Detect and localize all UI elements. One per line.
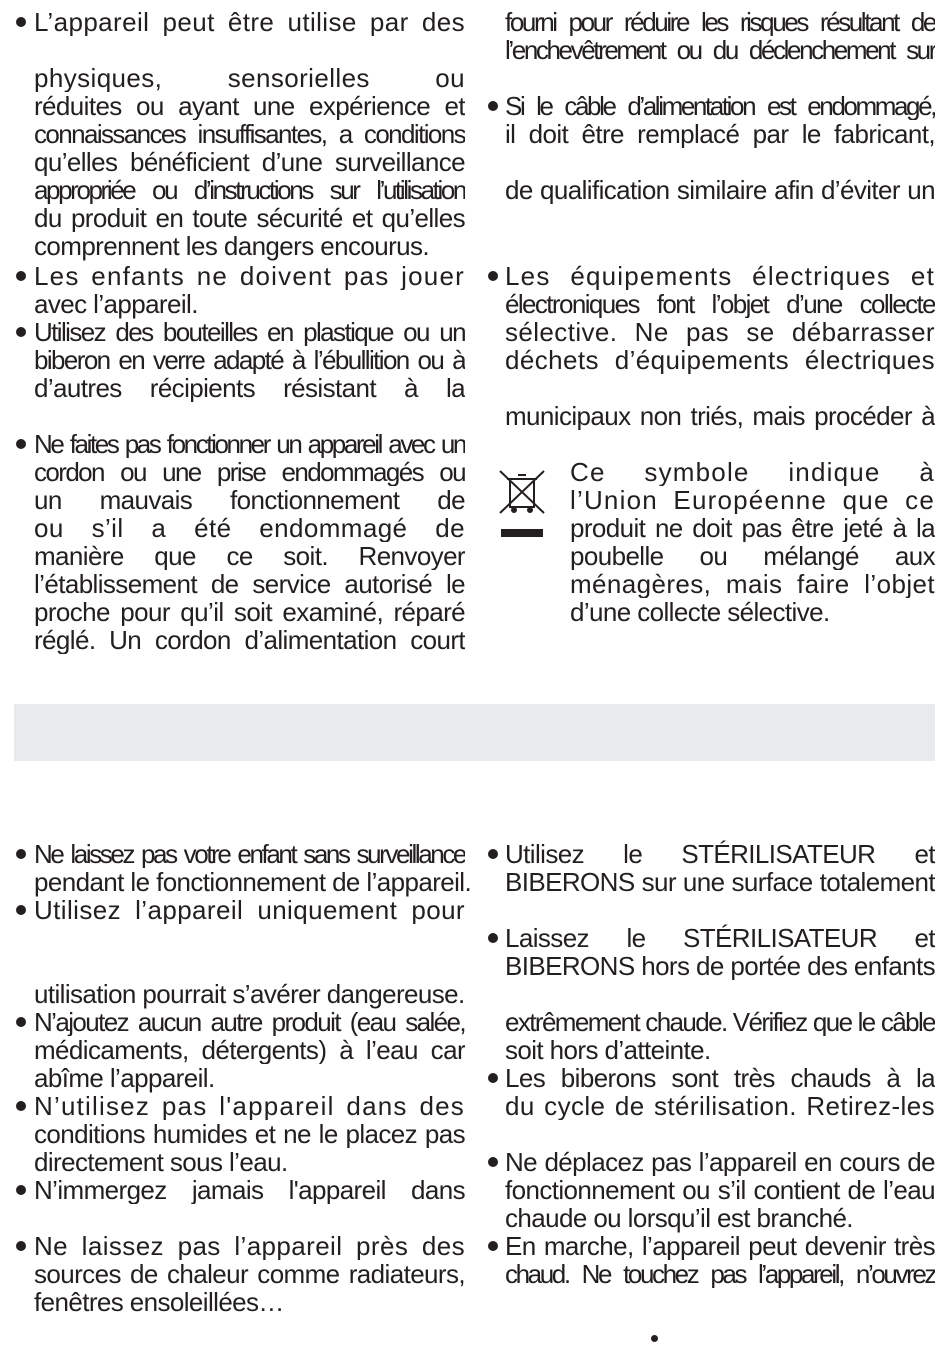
bullet	[16, 1241, 26, 1251]
text-line: sources de chaleur comme radiateurs,	[34, 1260, 465, 1288]
text-line: fourni pour réduire les risques résultant de	[505, 8, 935, 36]
text-line: Si le câble d’alimentation est endommagé,	[505, 92, 935, 120]
text-line: du cycle de stérilisation. Retirez-les	[505, 1092, 935, 1120]
text-line: Utilisez des bouteilles en plastique ou un	[34, 318, 465, 346]
text-line: abîme l’appareil.	[34, 1063, 215, 1093]
text-line: d’autres récipients résistant à la	[34, 374, 465, 402]
text-line: réduites ou ayant une expérience et	[34, 92, 465, 120]
text-line: comprennent les dangers encourus.	[34, 231, 430, 261]
text-line: l’enchevêtrement ou du déclenchement sur	[505, 36, 935, 64]
text-line: réglé. Un cordon d’alimentation court	[34, 626, 465, 654]
text-line: il doit être remplacé par le fabricant,	[505, 120, 935, 148]
text-line: fonctionnement ou s’il contient de l’eau	[505, 1176, 935, 1204]
text-line: municipaux non triés, mais procéder à	[505, 402, 935, 430]
bullet	[488, 1157, 498, 1167]
text-line: Les biberons sont très chauds à la	[505, 1064, 935, 1092]
bullet	[16, 271, 26, 281]
text-line: N’immergez jamais l'appareil dans	[34, 1176, 465, 1204]
text-line: Ne laissez pas votre enfant sans surveillance	[34, 840, 465, 868]
text-line: directement sous l’eau.	[34, 1147, 288, 1177]
text-line: Ce symbole indique à	[570, 458, 935, 486]
text-line: l’Union Européenne que ce	[570, 486, 935, 514]
text-line: conditions humides et ne le placez pas	[34, 1120, 465, 1148]
text-line: BIBERONS sur une surface totalement	[505, 868, 935, 896]
bullet	[16, 17, 26, 27]
text-line: Les enfants ne doivent pas jouer	[34, 262, 465, 290]
text-line: un mauvais fonctionnement de	[34, 486, 465, 514]
text-line: appropriée ou d’instructions sur l’utilisation	[34, 176, 465, 204]
bullet	[16, 1185, 26, 1195]
bullet	[16, 849, 26, 859]
bullet	[16, 905, 26, 915]
bullet	[488, 101, 498, 111]
bullet	[16, 1101, 26, 1111]
text-line: de qualification similaire afin d’éviter un	[505, 176, 935, 204]
text-line: Ne faites pas fonctionner un appareil avec un	[34, 430, 465, 458]
text-line: proche pour qu’il soit examiné, réparé	[34, 598, 465, 626]
text-line: physiques, sensorielles ou	[34, 64, 465, 92]
text-line: L’appareil peut être utilise par des	[34, 8, 465, 36]
text-line: produit ne doit pas être jeté à la	[570, 514, 935, 542]
text-line: poubelle ou mélangé aux	[570, 542, 935, 570]
text-line: cordon ou une prise endommagés ou	[34, 458, 465, 486]
text-line: électroniques font l’objet d’une collecte	[505, 290, 935, 318]
text-line: Laissez le STÉRILISATEUR et	[505, 924, 935, 952]
text-line: Utilisez l’appareil uniquement pour	[34, 896, 465, 924]
text-line: qu’elles bénéficient d’une surveillance	[34, 148, 465, 176]
text-line: biberon en verre adapté à l’ébullition ou à	[34, 346, 465, 374]
text-line: connaissances insuffisantes, a conditions	[34, 120, 465, 148]
text-line: médicaments, détergents) à l’eau car	[34, 1036, 465, 1064]
text-line: manière que ce soit. Renvoyer	[34, 542, 465, 570]
text-line: Les équipements électriques et	[505, 262, 935, 290]
crossed-out-wheelie-bin-icon	[497, 467, 547, 543]
text-line: N’ajoutez aucun autre produit (eau salée,	[34, 1008, 465, 1036]
text-line: ménagères, mais faire l’objet	[570, 570, 935, 598]
text-line: d’une collecte sélective.	[570, 597, 830, 627]
text-line: fenêtres ensoleillées…	[34, 1287, 284, 1317]
text-line: chaude ou lorsqu’il est branché.	[505, 1203, 853, 1233]
bullet	[488, 271, 498, 281]
text-line: sélective. Ne pas se débarrasser	[505, 318, 935, 346]
text-line: pendant le fonctionnement de l’appareil.	[34, 867, 472, 897]
bullet	[488, 1073, 498, 1083]
bullet	[16, 1017, 26, 1027]
text-line: En marche, l’appareil peut devenir très	[505, 1232, 935, 1260]
text-line: Ne laissez pas l’appareil près des	[34, 1232, 465, 1260]
text-line: BIBERONS hors de portée des enfants	[505, 952, 935, 980]
text-line: N’utilisez pas l'appareil dans des	[34, 1092, 465, 1120]
text-line: soit hors d’atteinte.	[505, 1035, 711, 1065]
text-line: utilisation pourrait s’avérer dangereuse.	[34, 979, 465, 1009]
bullet	[488, 1241, 498, 1251]
text-line: avec l’appareil.	[34, 289, 198, 319]
text-line: l’établissement de service autorisé le	[34, 570, 465, 598]
text-line: du produit en toute sécurité et qu’elles	[34, 204, 465, 232]
text-line: déchets d’équipements électriques	[505, 346, 935, 374]
bullet	[16, 327, 26, 337]
bullet	[16, 439, 26, 449]
bullet	[488, 933, 498, 943]
text-line: chaud. Ne touchez pas l’appareil, n’ouvrez	[505, 1260, 935, 1288]
text-line: ou s’il a été endommagé de	[34, 514, 465, 542]
bullet	[488, 849, 498, 859]
section-heading-band	[14, 704, 935, 761]
text-line: Utilisez le STÉRILISATEUR et	[505, 840, 935, 868]
text-line: extrêmement chaude. Vérifiez que le câble	[505, 1008, 935, 1036]
page-bullet-mark	[651, 1335, 658, 1342]
text-line: Ne déplacez pas l’appareil en cours de	[505, 1148, 935, 1176]
